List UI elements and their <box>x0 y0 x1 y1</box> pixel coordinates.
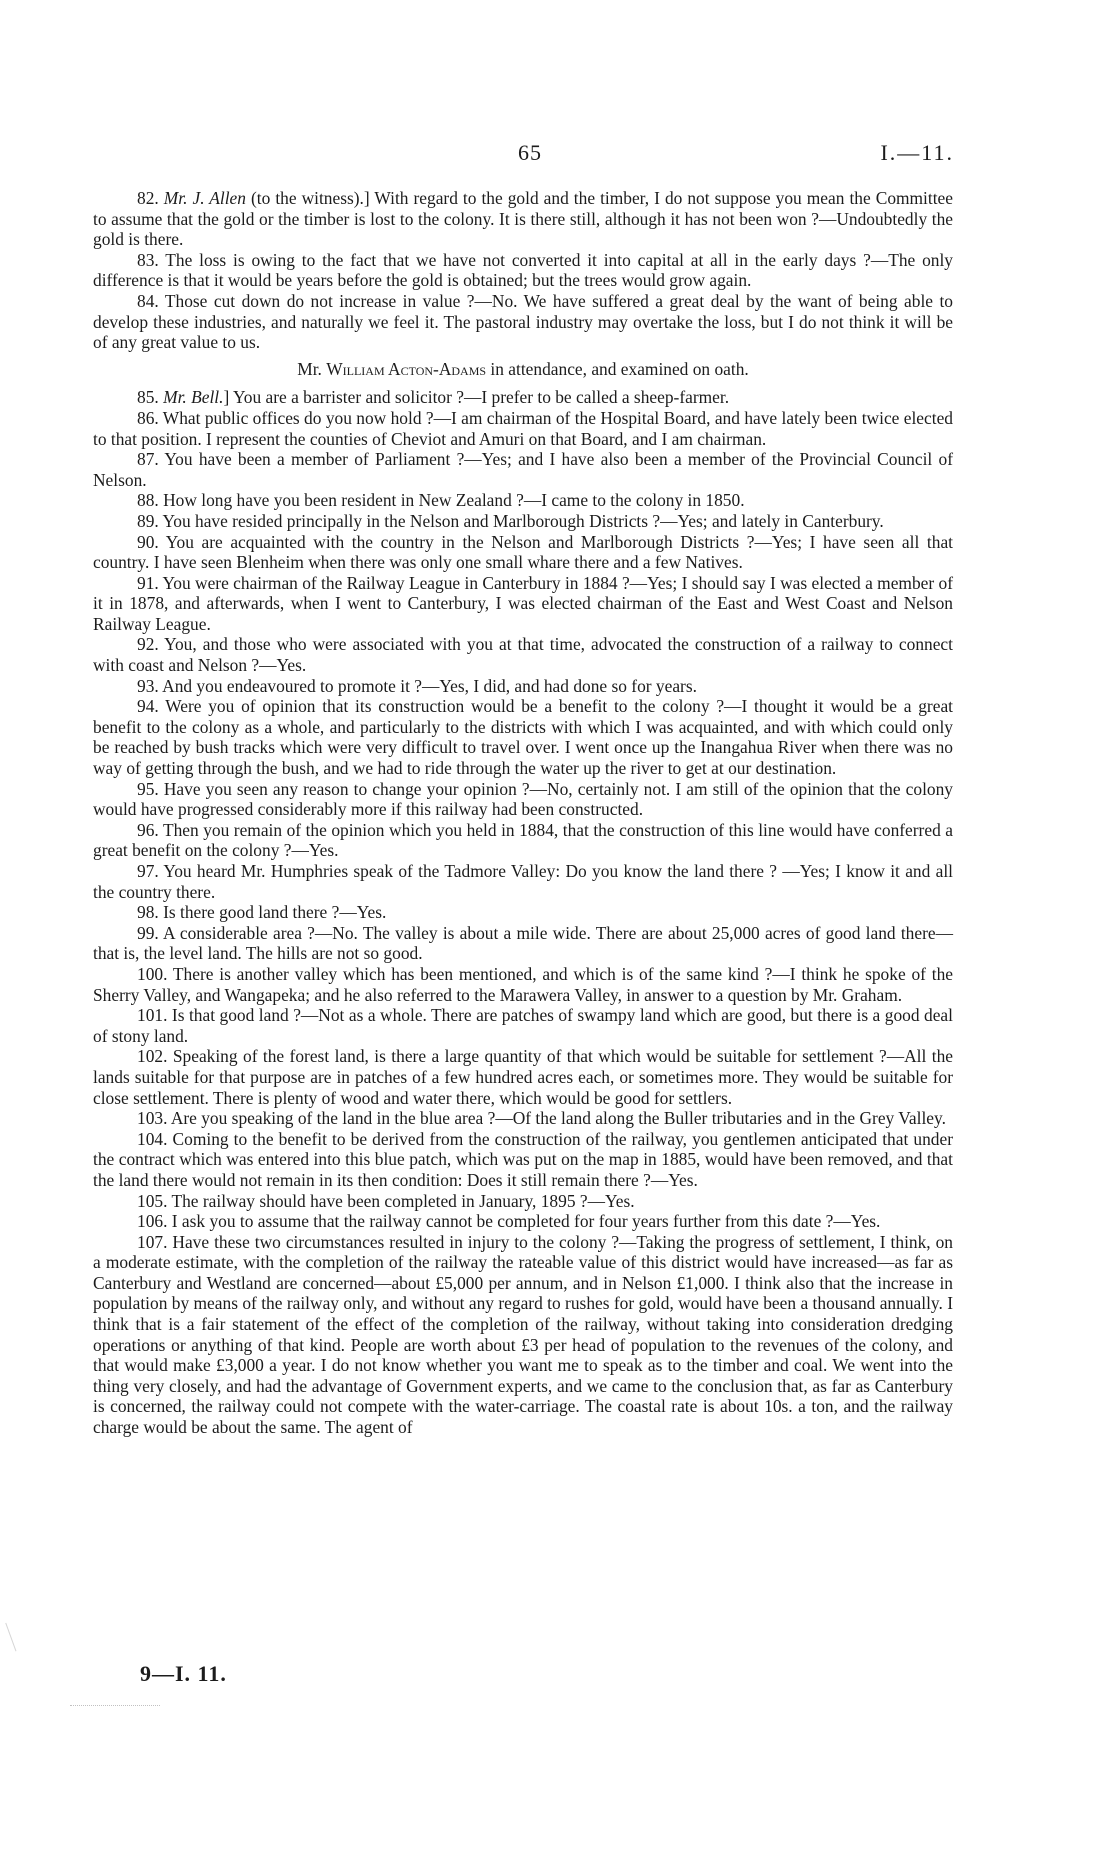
testimony-paragraph <box>93 449 953 490</box>
question-number: 100. <box>137 963 168 984</box>
question-number: 89. <box>137 510 159 531</box>
testimony-paragraph <box>93 1129 953 1191</box>
paragraph-text: ] You are a barrister and solicitor ?—I prefer to be called a sheep-farmer. <box>223 387 730 408</box>
margin-mark <box>5 1619 27 1652</box>
paragraph-text: Is that good land ?—Not as a whole. There are patches of swampy land which are good, but there is a good deal of stony land. <box>93 1005 953 1046</box>
question-number: 106. <box>137 1211 168 1232</box>
paragraph-text: How long have you been resident in New Zealand ?—I came to the colony in 1850. <box>158 490 745 511</box>
question-number: 101. <box>137 1005 168 1026</box>
testimony-paragraph <box>93 188 953 250</box>
testimony-paragraph <box>93 408 953 449</box>
witness-name: William Acton-Adams <box>326 358 487 379</box>
question-number: 95. <box>137 778 159 799</box>
paragraph-text: Have you seen any reason to change your opinion ?—No, certainly not. I am still of the opinion that the colony would have progressed considerably more if this railway had been constructed. <box>93 778 953 820</box>
question-number: 102. <box>137 1046 168 1067</box>
paragraph-text: A considerable area ?—No. The valley is about a mile wide. There are about 25,000 acres of good land there—that is, the level land. The hills are not so good. <box>93 922 953 964</box>
question-number: 107. <box>137 1231 168 1252</box>
paragraph-text: (to the witness).] With regard to the gold and the timber, I do not suppose you mean the Committee to assume that the gold or the timber is lost to the colony. It is there still, although it has not been won ?—Undoubtedly the gold is there. <box>93 188 953 250</box>
testimony-paragraph <box>93 511 953 532</box>
testimony-paragraph <box>93 291 953 353</box>
testimony-paragraph <box>93 902 953 923</box>
question-number: 82. <box>137 188 159 208</box>
paragraph-group-before-heading <box>93 188 953 353</box>
testimony-paragraph <box>93 387 953 408</box>
question-number: 94. <box>137 696 159 717</box>
paragraph-text: Were you of opinion that its construction would be a benefit to the colony ?—I thought it would be a great benefit to the colony as a whole, and particularly to the districts with which I was acquainted, and with which could only be reached by bush tracks which were very difficult to travel over. I went once up the Inangahua River when there was no way of getting through the bush, and we had to ride through the water up the river to get at our destination. <box>93 696 953 779</box>
paragraph-text: The loss is owing to the fact that we have not converted it into capital at all in the early days ?—The only difference is that it would be years before the gold is obtained; but the trees would grow again. <box>93 249 953 291</box>
testimony-paragraph <box>93 1108 953 1129</box>
paragraph-text: What public offices do you now hold ?—I am chairman of the Hospital Board, and have lately been twice elected to that position. I represent the counties of Cheviot and Amuri on that Board, and I am chairman. <box>93 407 953 449</box>
testimony-paragraph <box>93 1211 953 1232</box>
paragraph-text: The railway should have been completed in January, 1895 ?—Yes. <box>167 1190 635 1211</box>
paragraph-text: You, and those who were associated with you at that time, advocated the construction of a railway to connect with coast and Nelson ?—Yes. <box>93 634 953 676</box>
testimony-paragraph <box>93 250 953 291</box>
speaker-name: Mr. J. Allen <box>163 188 246 208</box>
paragraph-text: You were chairman of the Railway League in Canterbury in 1884 ?—Yes; I should say I was elected a member of it in 1878, and afterwards, when I went to Canterbury, I was elected chairman of the East and West Coast and Nelson Railway League. <box>93 572 953 634</box>
paragraph-group-after-heading <box>93 387 953 1437</box>
question-number: 96. <box>137 819 159 840</box>
signature-mark: 9—I. 11. <box>140 1661 227 1686</box>
paragraph-text: You are acquainted with the country in the Nelson and Marlborough Districts ?—Yes; I have seen all that country. I have seen Blenheim when there was only one small whare there and a few Natives. <box>93 531 953 573</box>
question-number: 90. <box>137 531 159 552</box>
paragraph-text: I ask you to assume that the railway cannot be completed for four years further from this date ?—Yes. <box>167 1211 881 1232</box>
document-body <box>93 188 953 1438</box>
paragraph-text: Is there good land there ?—Yes. <box>158 902 387 923</box>
witness-heading <box>93 359 953 380</box>
speaker-name: Mr. Bell. <box>163 387 224 408</box>
question-number: 84. <box>137 290 159 311</box>
question-number: 86. <box>137 407 159 428</box>
question-number: 103. <box>137 1108 168 1129</box>
witness-heading-suffix: in attendance, and examined on oath. <box>486 358 749 379</box>
testimony-paragraph <box>93 676 953 697</box>
document-reference: I.—11. <box>880 140 954 165</box>
question-number: 88. <box>137 490 159 511</box>
question-number: 99. <box>137 922 159 943</box>
question-number: 98. <box>137 902 159 923</box>
testimony-paragraph <box>93 779 953 820</box>
testimony-paragraph <box>93 490 953 511</box>
testimony-paragraph <box>93 1191 953 1212</box>
footer-dots <box>70 1705 160 1708</box>
paragraph-text: Coming to the benefit to be derived from the construction of the railway, you gentlemen anticipated that under the contract which was entered into this blue patch, which was put on the map in 1885, would have been removed, and that the land there would not remain in its then condition: Does it still remain there ?—Yes. <box>93 1128 953 1190</box>
testimony-paragraph <box>93 1005 953 1046</box>
paragraph-text: Those cut down do not increase in value ?—No. We have suffered a great deal by the want of being able to develop these industries, and naturally we feel it. The pastoral industry may overtake the loss, but I do not think it will be of any great value to us. <box>93 290 953 353</box>
testimony-paragraph <box>93 573 953 635</box>
paragraph-text: You heard Mr. Humphries speak of the Tadmore Valley: Do you know the land there ? —Yes; I know it and all the country there. <box>93 861 953 902</box>
paragraph-text: Then you remain of the opinion which you held in 1884, that the construction of this line would have conferred a great benefit on the colony ?—Yes. <box>93 819 953 861</box>
question-number: 83. <box>137 249 159 270</box>
question-number: 91. <box>137 572 159 593</box>
question-number: 105. <box>137 1190 168 1211</box>
witness-heading-prefix: Mr. <box>297 358 327 379</box>
paragraph-text: And you endeavoured to promote it ?—Yes, I did, and had done so for years. <box>158 675 697 696</box>
paragraph-text: Are you speaking of the land in the blue area ?—Of the land along the Buller tributaries and in the Grey Valley. <box>167 1108 946 1129</box>
question-number: 93. <box>137 675 159 696</box>
testimony-paragraph <box>93 820 953 861</box>
testimony-paragraph <box>93 634 953 675</box>
question-number: 85. <box>137 387 159 408</box>
paragraph-text: Speaking of the forest land, is there a large quantity of that which would be suitable for settlement ?—All the lands suitable for that purpose are in patches of a few hundred acres each, or sometimes more. They would be suitable for close settlement. There is plenty of wood and water there, which would be good for settlers. <box>93 1046 953 1108</box>
question-number: 104. <box>137 1128 168 1149</box>
testimony-paragraph <box>93 696 953 778</box>
question-number: 87. <box>137 449 159 470</box>
question-number: 92. <box>137 634 159 655</box>
paragraph-text: You have resided principally in the Nelson and Marlborough Districts ?—Yes; and lately in Canterbury. <box>158 510 884 531</box>
testimony-paragraph <box>93 861 953 902</box>
testimony-paragraph <box>93 1232 953 1438</box>
testimony-paragraph <box>93 1046 953 1108</box>
page-number: 65 <box>518 140 542 165</box>
testimony-paragraph <box>93 532 953 573</box>
testimony-paragraph <box>93 923 953 964</box>
paragraph-text: You have been a member of Parliament ?—Yes; and I have also been a member of the Provincial Council of Nelson. <box>93 449 953 490</box>
paragraph-text: Have these two circumstances resulted in injury to the colony ?—Taking the progress of settlement, I think, on a moderate estimate, with the completion of the railway the rateable value of this district would have increased—as far as Canterbury and Westland are concerned—about £5,000 per annum, and in Nelson £1,000. I think also that the increase in population by means of the railway only, and without any regard to rushes for gold, would have been a thousand annually. I think that is a fair statement of the effect of the completion of the railway, without taking into consideration dredging operations or anything of that kind. People are worth about £3 per head of population to the revenues of the colony, and that would make £3,000 a year. I do not know whether you want me to speak as to the timber and coal. We went into the thing very closely, and had the advantage of Government experts, and we came to the conclusion that, as far as Canterbury is concerned, the railway could not compete with the water-carriage. The coastal rate is about 10s. a ton, and the railway charge would be about the same. The agent of <box>93 1231 953 1438</box>
question-number: 97. <box>137 861 159 881</box>
testimony-paragraph <box>93 964 953 1005</box>
paragraph-text: There is another valley which has been mentioned, and which is of the same kind ?—I think he spoke of the Sherry Valley, and Wangapeka; and he also referred to the Marawera Valley, in answer to a question by Mr. Graham. <box>93 963 953 1005</box>
